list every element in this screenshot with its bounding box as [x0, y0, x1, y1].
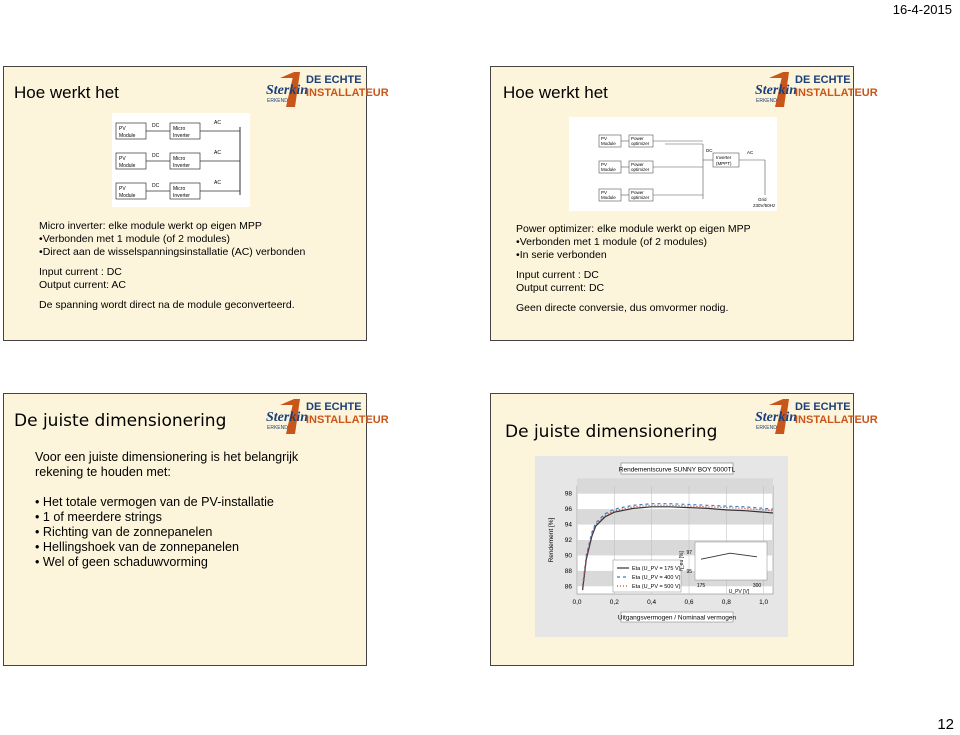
micro-inverter-label: Inverter — [173, 193, 190, 199]
body-line: Micro inverter: elke module werkt op eigen MPP — [39, 220, 262, 232]
bullet-line: • Verbonden met 1 module (of 2 modules) — [39, 233, 305, 246]
body-line: Output current: AC — [39, 279, 126, 291]
micro-inverter-label: Micro — [173, 126, 186, 132]
bullet-line: • Het totale vermogen van de PV-installatie — [35, 495, 298, 510]
ac-label: AC — [214, 180, 221, 186]
inverter-label: Inverter — [716, 155, 732, 160]
inset-y-tick: 97 — [686, 550, 692, 556]
logo-line1: DE ECHTE — [795, 74, 851, 86]
chart-title: Rendementscurve SUNNY BOY 5000TL — [618, 466, 736, 474]
pv-module-label: Module — [601, 195, 616, 200]
slide-title: Hoe werkt het — [503, 83, 608, 102]
pv-module-label: PV — [119, 186, 126, 192]
body-line: Input current : DC — [516, 269, 599, 281]
body-line: Input current : DC — [39, 266, 122, 278]
bullet-line: • In serie verbonden — [516, 249, 751, 262]
slide-dimensioning-chart — [490, 393, 878, 666]
y-tick-label: 94 — [564, 521, 572, 529]
dc-label: DC — [152, 183, 160, 189]
bullet-line: • Hellingshoek van de zonnepanelen — [35, 540, 298, 555]
power-optimizer-label: Power — [631, 162, 644, 167]
installer-logo — [264, 396, 389, 438]
legend-label: Eta (U_PV = 175 V) — [632, 566, 681, 572]
logo-line2: INSTALLATEUR — [306, 414, 389, 426]
logo-line1: DE ECHTE — [306, 401, 362, 413]
micro-inverter-label: Inverter — [173, 133, 190, 139]
bullet-line: • Verbonden met 1 module (of 2 modules) — [516, 236, 751, 249]
inset-x-tick: 300 — [752, 583, 762, 589]
bullet-line: • Direct aan de wisselspanningsinstallatie (AC) verbonden — [39, 246, 305, 259]
slide-title: De juiste dimensionering — [14, 411, 227, 431]
grid-band — [577, 478, 773, 493]
x-tick-label: 0,6 — [684, 599, 694, 606]
slide-dimensioning-list — [3, 393, 389, 666]
power-optimizer-diagram — [569, 117, 777, 211]
y-tick-label: 88 — [564, 567, 572, 575]
x-tick-label: 0,8 — [721, 599, 731, 606]
y-tick-label: 96 — [564, 506, 572, 514]
logo-line2: INSTALLATEUR — [306, 87, 389, 99]
power-optimizer-label: optimizer — [631, 195, 650, 200]
inverter-label: (MPPT) — [716, 161, 732, 166]
pv-module-label: PV — [601, 162, 608, 167]
x-tick-label: 0,4 — [647, 599, 657, 606]
power-optimizer-label: optimizer — [631, 141, 650, 146]
pv-module-label: Module — [119, 133, 136, 139]
grid-label: 230V/50Hz — [753, 203, 776, 208]
y-tick-label: 92 — [564, 537, 572, 544]
logo-brand: Sterkin — [755, 410, 798, 425]
body-line: Geen directe conversie, dus omvormer nodig. — [516, 302, 729, 314]
pv-module-label: Module — [601, 141, 616, 146]
logo-sub: ERKEND — [267, 98, 288, 104]
body-line: Output current: DC — [516, 282, 605, 294]
logo-sub: ERKEND — [756, 425, 777, 431]
inset-y-tick: 95 — [686, 569, 692, 576]
slide-body — [516, 223, 751, 315]
legend-label: Eta (U_PV = 500 V) — [632, 584, 681, 590]
power-optimizer-label: Power — [631, 136, 644, 141]
slide-title: De juiste dimensionering — [505, 422, 718, 442]
body-line: De spanning wordt direct na de module geconverteerd. — [39, 299, 295, 311]
power-optimizer-label: Power — [631, 190, 644, 195]
installer-logo — [753, 69, 878, 111]
pv-module-label: PV — [119, 156, 126, 162]
efficiency-chart — [535, 456, 788, 637]
inset-x-label: U_PV [V] — [728, 589, 750, 595]
y-axis-label: Rendement [%] — [548, 517, 555, 563]
slide-body — [35, 450, 298, 570]
pv-module-label: Module — [119, 193, 136, 199]
pv-module-label: PV — [601, 190, 608, 195]
slide-title: Hoe werkt het — [14, 83, 119, 102]
y-tick-label: 86 — [564, 583, 572, 591]
dc-label: DC — [706, 148, 713, 153]
pv-module-label: Module — [119, 163, 136, 169]
intro-line: Voor een juiste dimensionering is het belangrijk — [35, 450, 299, 464]
ac-label: AC — [214, 120, 221, 126]
bullet-line: • Wel of geen schaduwvorming — [35, 555, 298, 570]
ac-label: AC — [747, 150, 754, 155]
slide-power-optimizer — [490, 66, 878, 341]
power-optimizer-label: optimizer — [631, 167, 650, 172]
dc-label: DC — [152, 123, 160, 129]
logo-line1: DE ECHTE — [306, 74, 362, 86]
bullet-line: • 1 of meerdere strings — [35, 510, 298, 525]
x-tick-label: 1,0 — [759, 599, 769, 606]
grid-label: Grid — [758, 197, 767, 202]
installer-logo — [753, 396, 878, 438]
inset-plot — [695, 542, 767, 580]
legend-label: Eta (U_PV = 400 V) — [632, 575, 681, 581]
inset-y-label: η_eu [%] — [679, 551, 685, 571]
intro-line: rekening te houden met: — [35, 465, 171, 479]
bullet-line: • Richting van de zonnepanelen — [35, 525, 298, 540]
logo-sub: ERKEND — [267, 425, 288, 431]
micro-inverter-label: Inverter — [173, 163, 190, 169]
micro-inverter-label: Micro — [173, 156, 186, 162]
pv-module-label: PV — [119, 126, 126, 132]
ac-label: AC — [214, 150, 221, 156]
page-date: 16-4-2015 — [892, 2, 952, 17]
x-tick-label: 0,2 — [609, 599, 619, 606]
micro-inverter-diagram — [112, 113, 250, 207]
slide-micro-inverter — [3, 66, 389, 341]
logo-line2: INSTALLATEUR — [795, 414, 878, 426]
logo-line1: DE ECHTE — [795, 401, 851, 413]
pv-module-label: Module — [601, 167, 616, 172]
page-number: 12 — [937, 716, 954, 733]
body-line: Power optimizer: elke module werkt op eigen MPP — [516, 223, 751, 235]
logo-sub: ERKEND — [756, 98, 777, 104]
pv-module-label: PV — [601, 136, 608, 141]
installer-logo — [264, 69, 389, 111]
slide-body — [39, 220, 305, 312]
logo-brand: Sterkin — [755, 83, 798, 98]
x-axis-label: Uitgangsvermogen / Nominaal vermogen — [617, 614, 737, 622]
logo-brand: Sterkin — [266, 410, 309, 425]
x-tick-label: 0,0 — [572, 599, 582, 606]
dc-label: DC — [152, 153, 160, 159]
y-tick-label: 98 — [564, 490, 572, 498]
logo-brand: Sterkin — [266, 83, 309, 98]
inset-x-tick: 175 — [696, 583, 706, 589]
y-tick-label: 90 — [564, 552, 572, 560]
micro-inverter-label: Micro — [173, 186, 186, 192]
logo-line2: INSTALLATEUR — [795, 87, 878, 99]
